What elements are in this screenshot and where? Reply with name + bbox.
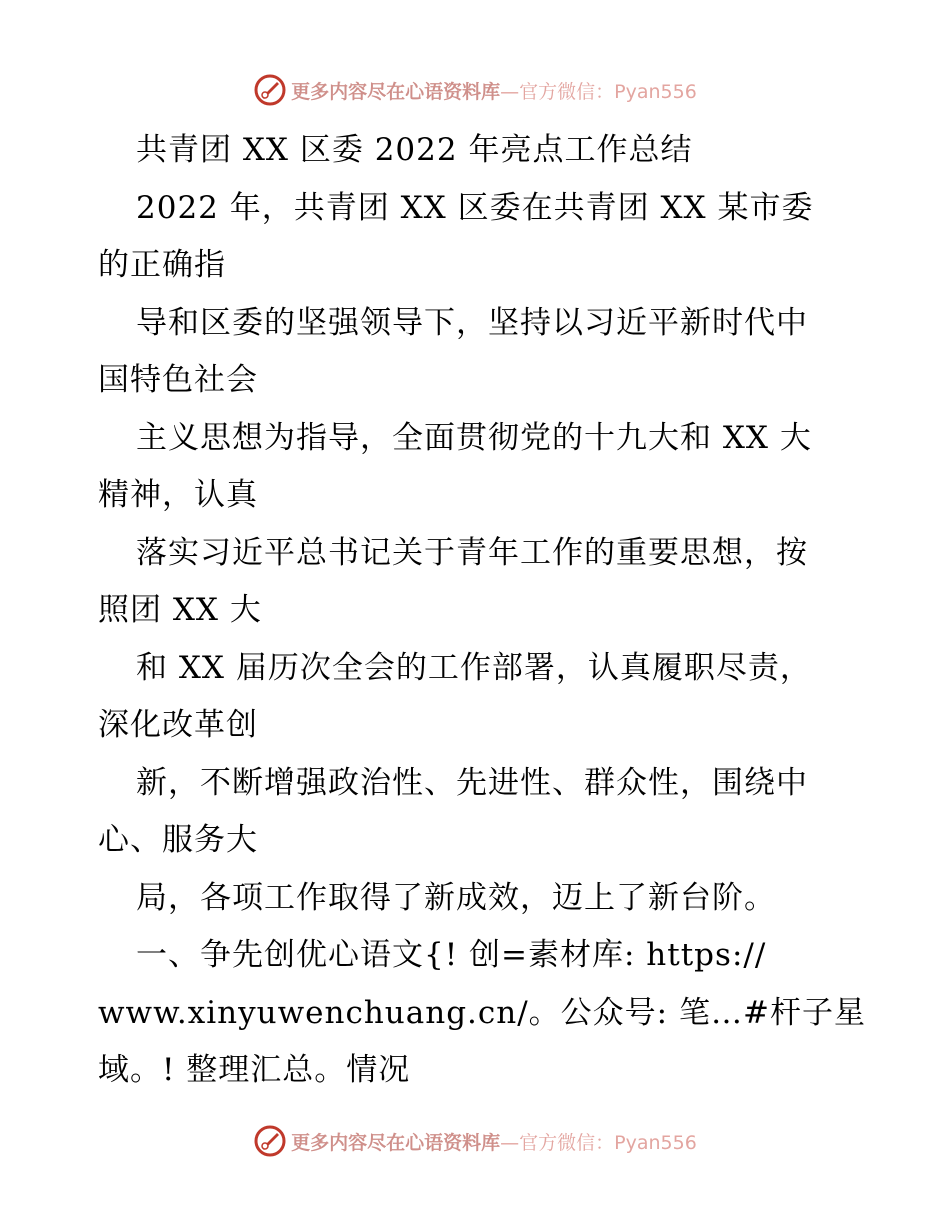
watermark-brand-text: 更多内容尽在心语资料库 <box>291 1131 501 1154</box>
watermark-contact-text: —官方微信：Pyan556 <box>500 1131 697 1154</box>
paragraph-line: 照团 XX 大 <box>98 592 262 628</box>
paragraph-line: 深化改革创 <box>98 707 258 743</box>
paragraph-line: 的正确指 <box>98 247 226 283</box>
paragraph-line: www.xinyuwenchuang.cn/。公众号: 笔…#杆子星 <box>98 994 866 1031</box>
paragraph-line: 2022 年，共青团 XX 区委在共青团 XX 某市委 <box>136 189 814 226</box>
paragraph-line: 新，不断增强政治性、先进性、群众性，围绕中 <box>136 764 808 801</box>
paragraph-line: 落实习近平总书记关于青年工作的重要思想，按 <box>136 534 808 571</box>
paragraph-line: 心、服务大 <box>98 822 258 858</box>
paragraph-line: 局，各项工作取得了新成效，迈上了新台阶。 <box>136 879 776 916</box>
document-title: 共青团 XX 区委 2022 年亮点工作总结 <box>136 132 693 168</box>
paragraph-line: 和 XX 届历次全会的工作部署，认真履职尽责， <box>136 649 812 686</box>
paragraph-line: 导和区委的坚强领导下，坚持以习近平新时代中 <box>136 304 808 341</box>
watermark-brand-text: 更多内容尽在心语资料库 <box>291 80 501 103</box>
paragraph-line: 精神，认真 <box>98 477 258 513</box>
paragraph-line: 主义思想为指导，全面贯彻党的十九大和 XX 大 <box>136 419 812 456</box>
quill-seal-icon <box>253 1124 287 1158</box>
section-heading-line: 一、争先创优心语文{! 创=素材库: https:// <box>136 937 767 973</box>
paragraph-line: 域。! 整理汇总。情况 <box>98 1052 411 1088</box>
quill-seal-icon <box>253 73 287 107</box>
watermark-contact-text: —官方微信：Pyan556 <box>500 80 697 103</box>
document-body <box>98 122 866 1100</box>
header-watermark-banner <box>0 70 950 110</box>
paragraph-line: 国特色社会 <box>98 362 258 398</box>
footer-watermark-banner <box>0 1121 950 1161</box>
